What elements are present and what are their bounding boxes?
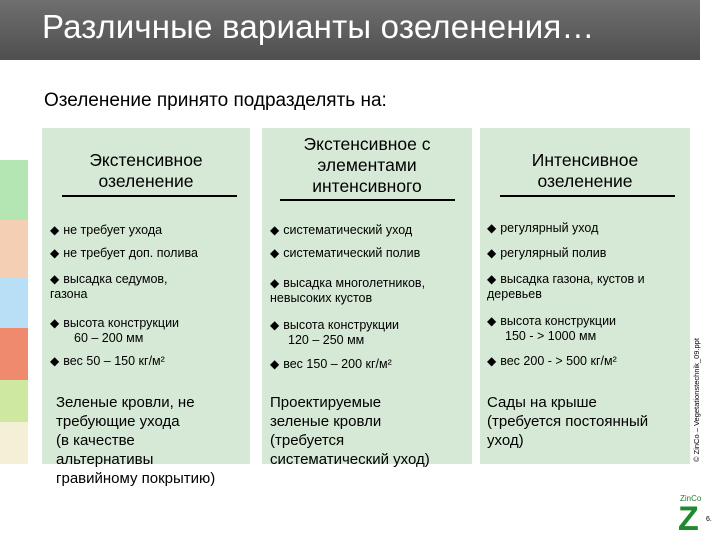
column-description-intensive [487, 393, 648, 450]
list-item [487, 272, 645, 302]
heading-underline [500, 195, 675, 197]
list-item [50, 354, 165, 369]
item-text: высота конструкции [500, 314, 617, 328]
zinco-logo-icon: Z [678, 500, 699, 538]
diamond-bullet-icon: ◆ [487, 246, 497, 260]
stripe-5 [0, 328, 28, 380]
list-item [487, 221, 598, 236]
diamond-bullet-icon: ◆ [50, 354, 60, 368]
diamond-bullet-icon: ◆ [270, 223, 280, 237]
item-text: 120 – 250 мм [288, 333, 365, 347]
slide-number: 6. [706, 516, 712, 523]
item-text: высадка седумов, [63, 272, 168, 286]
logo-wordmark: ZinCo [680, 494, 702, 503]
item-text: вес 150 – 200 кг/м² [283, 357, 392, 371]
diamond-bullet-icon: ◆ [487, 314, 497, 328]
item-text: высадка многолетников, [283, 276, 426, 290]
heading-line: озеленение [98, 171, 194, 191]
diamond-bullet-icon: ◆ [270, 318, 280, 332]
list-item [487, 354, 617, 369]
description-line: систематический уход) [270, 451, 430, 468]
diamond-bullet-icon: ◆ [50, 272, 60, 286]
description-line: уход) [487, 432, 524, 449]
stripe-4 [0, 278, 28, 328]
list-item [270, 318, 399, 348]
stripe-3 [0, 220, 28, 278]
diamond-bullet-icon: ◆ [487, 221, 497, 235]
diamond-bullet-icon: ◆ [487, 272, 497, 286]
list-item [487, 246, 606, 261]
description-line: (требуется постоянный [487, 413, 649, 430]
description-line: зеленые кровли [270, 413, 382, 430]
column-heading-mixed [268, 134, 466, 197]
slide-subtitle: Озеленение принято подразделять на: [44, 90, 387, 111]
item-text: регулярный уход [500, 221, 599, 235]
diamond-bullet-icon: ◆ [270, 357, 280, 371]
description-line: Зеленые кровли, не [56, 394, 195, 411]
heading-underline [280, 199, 455, 201]
diamond-bullet-icon: ◆ [487, 354, 497, 368]
item-text: регулярный полив [500, 246, 607, 260]
slide-title: Различные варианты озеленения… [42, 8, 595, 45]
item-text: высота конструкции [283, 318, 400, 332]
description-line: гравийному покрытию) [56, 470, 216, 487]
title-bar [0, 0, 700, 60]
item-text: высадка газона, кустов и [500, 272, 645, 286]
column-description-mixed [270, 393, 430, 469]
list-item [50, 246, 198, 261]
copyright-credit: © ZinCo – Vegetationstechnik_09.ppt [692, 338, 701, 462]
item-text: не требует доп. полива [63, 246, 198, 260]
description-line: (в качестве [56, 432, 135, 449]
stripe-7 [0, 422, 28, 464]
list-item [487, 314, 616, 344]
item-text: газона [50, 287, 88, 301]
stripe-6 [0, 380, 28, 422]
diamond-bullet-icon: ◆ [270, 246, 280, 260]
description-line: Проектируемые [270, 394, 382, 411]
list-item [50, 272, 168, 302]
heading-line: Экстенсивное [89, 150, 203, 170]
diamond-bullet-icon: ◆ [50, 246, 60, 260]
column-heading-extensive [48, 150, 244, 192]
heading-underline [62, 195, 237, 197]
column-description-extensive [56, 393, 215, 488]
item-text: 150 - > 1000 мм [505, 329, 597, 343]
diamond-bullet-icon: ◆ [50, 223, 60, 237]
heading-line: интенсивного [312, 176, 422, 196]
list-item [270, 357, 392, 372]
column-heading-intensive [486, 150, 684, 192]
diamond-bullet-icon: ◆ [50, 316, 60, 330]
title-bar-gap [700, 0, 720, 60]
item-text: невысоких кустов [270, 291, 373, 305]
description-line: Сады на крыше [487, 394, 597, 411]
item-text: вес 200 - > 500 кг/м² [500, 354, 617, 368]
list-item [270, 246, 420, 261]
heading-line: элементами [317, 155, 417, 175]
item-text: высота конструкции [63, 316, 180, 330]
item-text: 60 – 200 мм [74, 331, 144, 345]
diamond-bullet-icon: ◆ [270, 276, 280, 290]
item-text: не требует ухода [63, 223, 163, 237]
heading-line: озеленение [537, 171, 633, 191]
list-item [50, 316, 179, 346]
description-line: (требуется [270, 432, 345, 449]
stripe-1 [0, 60, 28, 160]
item-text: систематический уход [283, 223, 413, 237]
item-text: деревьев [487, 287, 542, 301]
item-text: систематический полив [283, 246, 421, 260]
description-line: альтернативы [56, 451, 154, 468]
item-text: вес 50 – 150 кг/м² [63, 354, 165, 368]
list-item [270, 223, 412, 238]
heading-line: Экстенсивное с [303, 134, 431, 154]
description-line: требующие ухода [56, 413, 180, 430]
list-item [270, 276, 425, 306]
stripe-2 [0, 160, 28, 220]
heading-line: Интенсивное [531, 150, 639, 170]
list-item [50, 223, 162, 238]
